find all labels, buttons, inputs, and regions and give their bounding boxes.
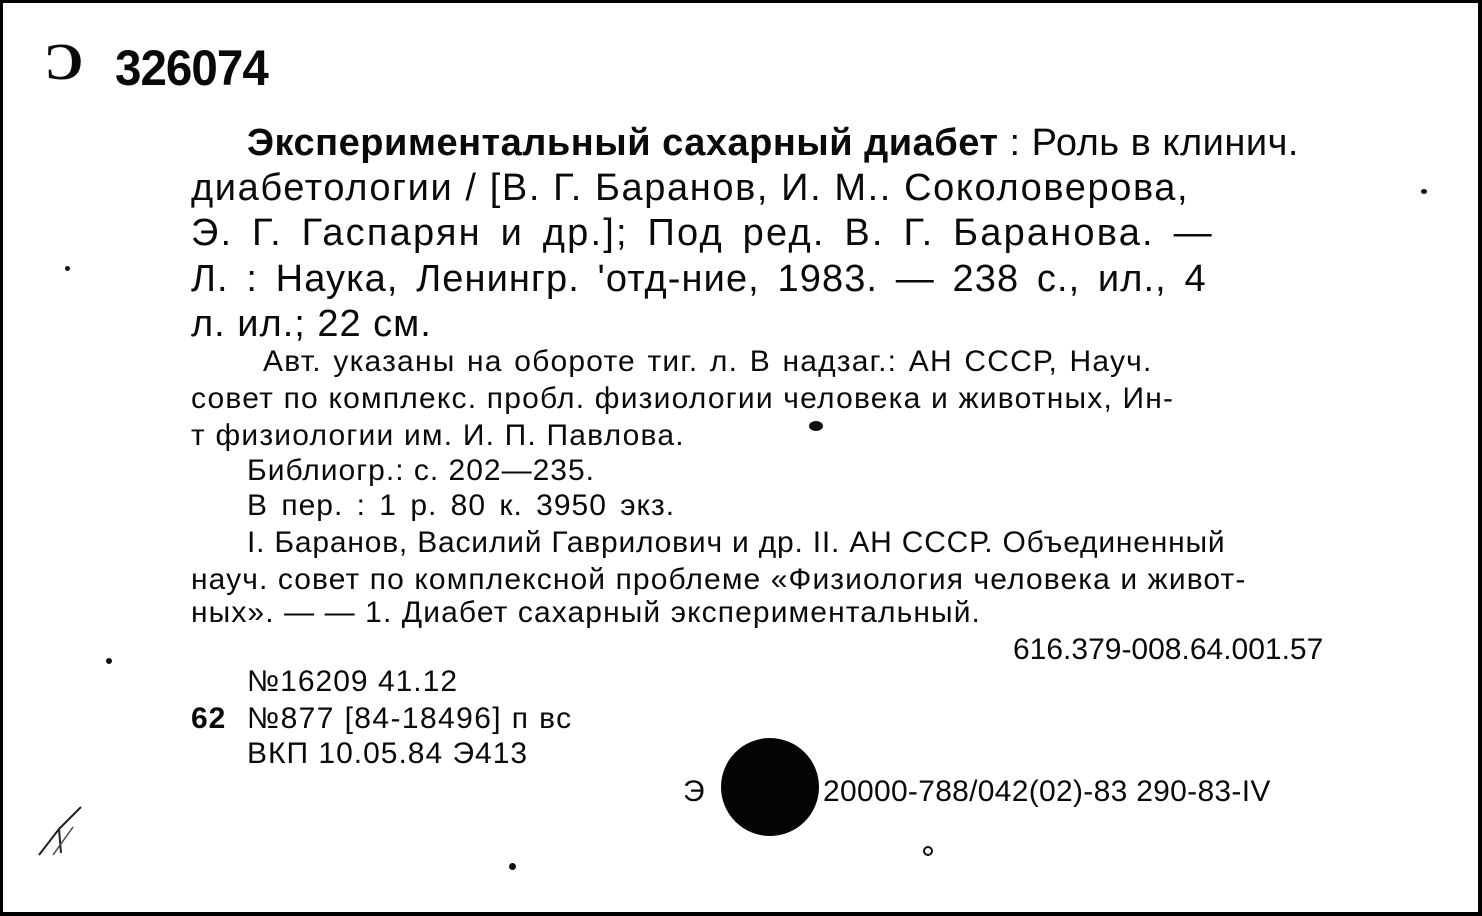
ink-blot — [809, 421, 823, 431]
footer-code: 20000-788/042(02)-83 290-83-IV — [823, 775, 1271, 808]
note-authors-line-1: Авт. указаны на обороте тиг. л. В надзаг.: АН СССР, Науч. — [263, 345, 1153, 378]
entry-subtitle: : Роль в клинич. — [998, 122, 1299, 164]
scan-speck — [65, 266, 70, 271]
tracing-line-1: I. Баранов, Василий Гаврилович и др. II. АН СССР. Объединенный — [247, 526, 1226, 559]
scan-speck — [509, 863, 516, 870]
accession-number: 326074 — [115, 40, 268, 96]
entry-line-1 — [247, 121, 1299, 165]
registry-line-1: №16209 41.12 — [247, 665, 459, 698]
note-bibliography: Библиогр.: с. 202—235. — [247, 454, 595, 487]
scan-speck — [1421, 189, 1427, 194]
registry-line-3: ВКП 10.05.84 Э413 — [247, 737, 529, 770]
tracing-line-2: науч. совет по комплексной проблеме «Физиология человека и живот- — [191, 563, 1247, 596]
library-stamp-dot — [721, 738, 819, 836]
entry-line-5: л. ил.; 22 см. — [191, 303, 432, 345]
scan-speck — [106, 658, 112, 664]
note-authors-line-2: совет по комплекс. пробл. физиологии человека и животных, Ин- — [191, 382, 1175, 415]
tracing-line-3: ных». — — 1. Диабет сахарный экспериментальный. — [191, 596, 981, 629]
registry-line-2: №877 [84-18496] п вс — [247, 702, 573, 735]
note-authors-line-3: т физиологии им. И. П. Павлова. — [191, 419, 685, 452]
accession-symbol: Ɔ — [44, 34, 84, 91]
entry-line-3: Э. Г. Гаспарян и др.]; Под ред. В. Г. Баранова. — — [191, 212, 1214, 254]
note-price: В пер. : 1 р. 80 к. 3950 экз. — [247, 489, 676, 522]
scan-speck — [923, 846, 933, 856]
handwritten-pencil-mark — [33, 803, 93, 863]
udc-number: 616.379-008.64.001.57 — [1013, 633, 1324, 666]
registry-prefix: 62 — [191, 702, 227, 735]
footer-letter: Э — [683, 775, 706, 808]
entry-line-4: Л. : Наука, Ленингр. 'отд-ние, 1983. — 238 с., ил., 4 — [191, 258, 1207, 300]
entry-title: Экспериментальный сахарный диабет — [247, 122, 999, 164]
entry-line-2: диабетологии / [В. Г. Баранов, И. М.. Соколоверова, — [191, 167, 1190, 209]
